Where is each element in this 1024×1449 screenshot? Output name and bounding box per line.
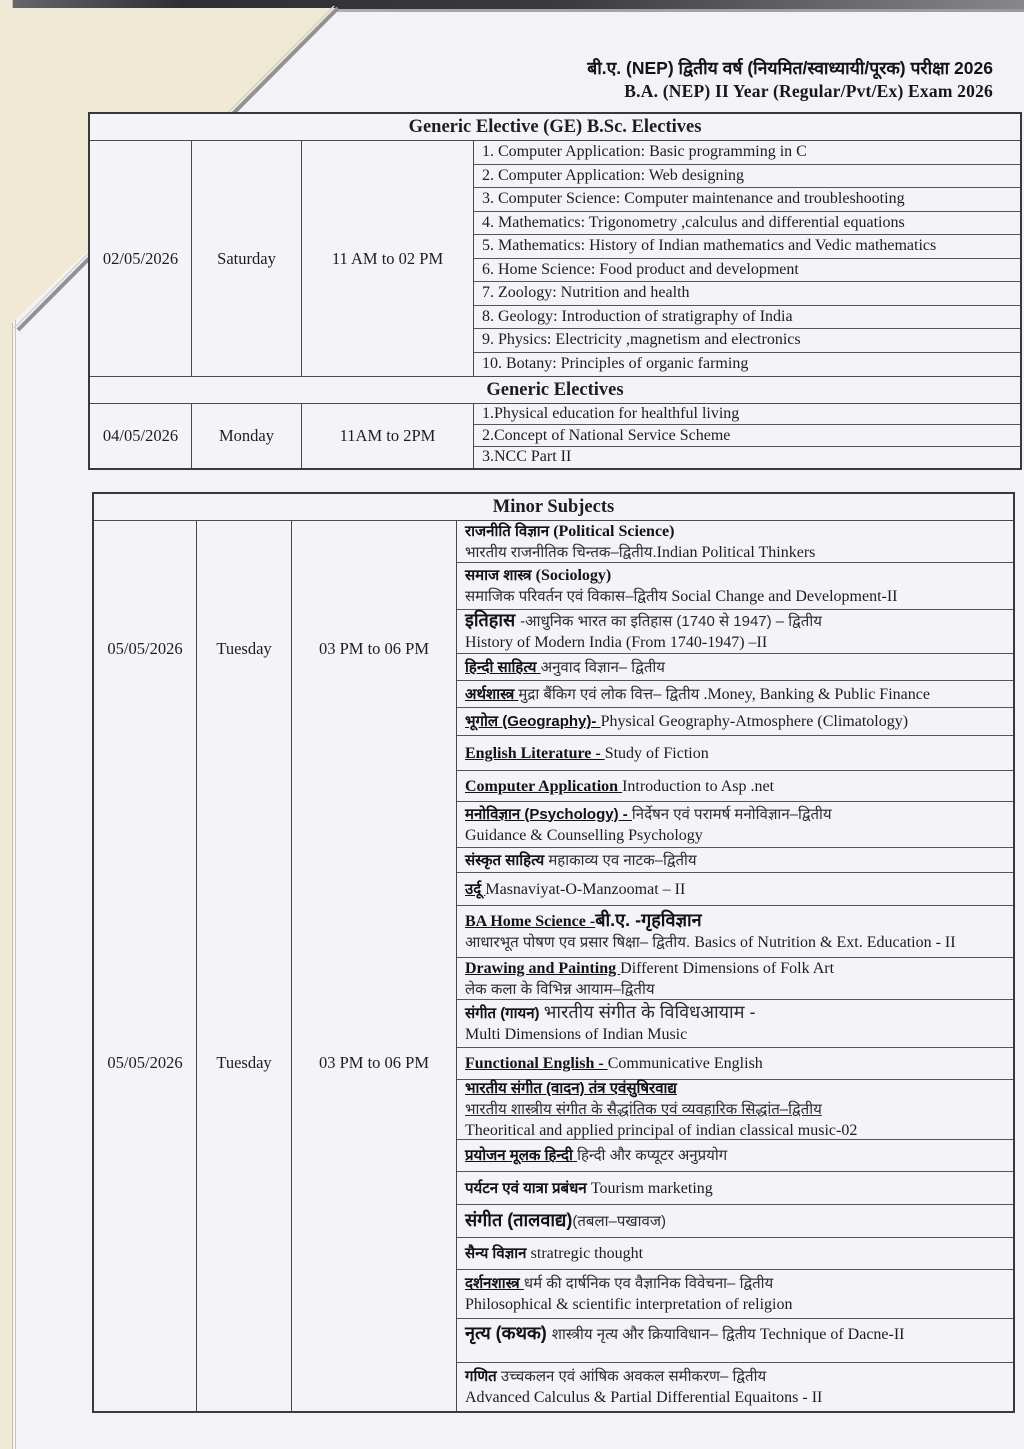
subject-text-line	[465, 1243, 1007, 1264]
ge-subject-row: 4. Mathematics: Trigonometry ,calculus and differential equations	[474, 212, 1020, 236]
subject-text-line	[465, 850, 1007, 871]
subject-text-segment: Theoritical and applied principal of indian classical music-02	[465, 1122, 858, 1139]
minor-subjects-table	[92, 492, 1015, 1413]
subject-text-segment: Masnaviyat-O-Manzoomat – II	[485, 880, 686, 898]
subject-text-segment: -आधुनिक भारत का इतिहास (1740 से 1947) – द्वितीय	[520, 613, 822, 630]
subject-text-line	[465, 910, 1007, 932]
exam-date-cell	[94, 521, 197, 1411]
subject-text-segment: Physical Geography-Atmosphere (Climatology)	[600, 713, 909, 730]
subject-text-segment: उच्चकलन एवं आंषिक अवकल समीकरण– द्वितीय	[500, 1368, 767, 1385]
exam-day-cell	[197, 521, 292, 1411]
subject-text-segment: अनुवाद विज्ञान– द्वितीय	[540, 658, 665, 676]
exam-day: Saturday	[217, 248, 276, 268]
subject-text-segment: Study of Fiction	[604, 744, 709, 762]
exam-time: 11 AM to 02 PM	[331, 248, 444, 268]
subject-text-segment: (Political Science)	[553, 522, 675, 540]
subject-text-segment: Computer Application	[465, 777, 623, 795]
subject-text-segment: भारतीय राजनीतिक चिन्तक–द्वितीय.	[465, 543, 657, 561]
minor-subject-row	[457, 873, 1013, 906]
subject-text-segment: Different Dimensions of Folk Art	[620, 959, 835, 977]
minor-subject-row	[457, 610, 1013, 654]
exam-date-cell	[90, 141, 192, 376]
ge-subject-row: 7. Zoology: Nutrition and health	[474, 282, 1020, 306]
subject-text-segment: निर्देषन एवं परामर्ष मनोविज्ञान–द्वितीय	[631, 805, 832, 823]
subject-text-segment: .Money, Banking & Public Finance	[703, 685, 930, 703]
subject-text-segment: Introduction to Asp .net	[622, 777, 775, 795]
subject-text-segment: समाज शास्त्र	[465, 567, 536, 584]
minor-subject-list	[457, 521, 1013, 1411]
minor-subject-row	[457, 708, 1013, 736]
subject-text-line	[465, 1210, 1007, 1232]
exam-time-cell	[292, 521, 457, 1411]
subject-text-segment: BA Home Science -	[465, 913, 596, 930]
subject-text-segment: Social Change and Development-II	[671, 588, 898, 605]
minor-subject-row	[457, 1140, 1013, 1172]
subject-text-segment: मुद्रा बैंकिग एवं लोक वित्त– द्वितीय	[518, 685, 704, 703]
subject-text-segment: पर्यटन एवं यात्रा प्रबंधन	[465, 1179, 591, 1197]
exam-date: 05/05/2026	[107, 639, 183, 658]
subject-text-line	[465, 825, 1007, 846]
exam-day-cell	[192, 404, 302, 468]
minor-subject-row	[457, 771, 1013, 802]
subject-text-segment: (Sociology)	[535, 567, 612, 584]
minor-subject-row	[457, 521, 1013, 563]
subject-text-line	[465, 743, 1007, 764]
minor-subject-row	[457, 958, 1013, 1000]
subject-text-segment: Tourism marketing	[590, 1179, 713, 1197]
subject-text-segment: धर्म की दार्षनिक एव वैज्ञानिक विवेचना– द्वितीय	[523, 1275, 774, 1292]
subject-text-line	[465, 958, 1007, 979]
exam-date: 02/05/2026	[102, 248, 179, 268]
subject-text-line	[465, 804, 1007, 825]
subject-text-segment: मनोविज्ञान (Psychology) -	[465, 805, 632, 823]
header-title-hindi: बी.ए. (NEP) द्वितीय वर्ष (नियमित/स्वाध्यायी/पूरक) परीक्षा 2026	[587, 58, 993, 78]
ge-subject-row: 3. Computer Science: Computer maintenance and troubleshooting	[474, 188, 1020, 212]
subject-text-segment: भारतीय संगीत के विविधआयाम -	[543, 1002, 756, 1022]
subject-text-segment: Basics of Nutrition & Ext. Education - II	[694, 934, 956, 951]
subject-text-line	[465, 1120, 1007, 1141]
subject-text-segment: भूगोल (Geography)-	[465, 713, 601, 730]
subject-text-segment: आधारभूत पोषण एव प्रसार षिक्षा– द्वितीय.	[465, 934, 695, 951]
minor-subject-row	[457, 1000, 1013, 1048]
exam-day: Tuesday	[216, 639, 272, 658]
subject-text-segment: Technique of Dacne-II	[759, 1326, 905, 1343]
subject-text-segment: Philosophical & scientific interpretation of religion	[465, 1296, 793, 1313]
minor-subject-row	[457, 1205, 1013, 1238]
exam-date-cell	[90, 404, 192, 468]
subject-text-segment: सैन्य विज्ञान	[465, 1245, 531, 1262]
subject-text-line	[465, 521, 1007, 542]
subject-text-segment: हिन्दी और कप्यूटर अनुप्रयोग	[577, 1147, 728, 1164]
subject-text-line	[465, 1002, 1007, 1024]
subject-text-segment: दर्शनशास्त्र	[465, 1275, 524, 1292]
subject-text-segment: प्रयोजन मूलक हिन्दी	[465, 1147, 578, 1164]
minor-subject-row	[457, 1080, 1013, 1140]
subject-text-segment: Indian Political Thinkers	[656, 543, 816, 561]
subject-text-line	[465, 610, 1007, 632]
exam-time: 03 PM to 06 PM	[318, 639, 430, 658]
minor-subject-row	[457, 1270, 1013, 1319]
subject-text-line	[465, 542, 1007, 563]
document-header	[587, 57, 993, 103]
subject-text-segment: संस्कृत साहित्य	[465, 851, 549, 869]
ge-subject-row: 2. Computer Application: Web designing	[474, 165, 1020, 189]
minor-subject-row	[457, 906, 1013, 958]
subject-text-line	[465, 1145, 1007, 1166]
subject-text-segment: शास्त्रीय नृत्य और क्रियाविधान– द्वितीय	[551, 1326, 760, 1343]
subject-text-line	[465, 711, 1007, 732]
subject-text-line	[465, 1366, 1007, 1387]
minor-subject-row	[457, 1238, 1013, 1270]
subject-text-line	[465, 1273, 1007, 1294]
exam-time: 03 PM to 06 PM	[318, 1053, 430, 1072]
generic-elective-subject-row: 2.Concept of National Service Scheme	[474, 425, 1020, 446]
subject-text-line	[465, 979, 1007, 1000]
subject-text-line	[465, 1178, 1007, 1199]
ge-subject-row: 1. Computer Application: Basic programming in C	[474, 141, 1020, 165]
exam-date: 05/05/2026	[107, 1053, 183, 1072]
scan-left-edge-line	[15, 300, 16, 1449]
subject-text-line	[465, 879, 1007, 900]
exam-day: Monday	[219, 426, 274, 446]
ge-bsc-electives-title: Generic Elective (GE) B.Sc. Electives	[90, 114, 1020, 141]
subject-text-segment: गणित	[465, 1368, 501, 1385]
generic-elective-subject-row: 3.NCC Part II	[482, 448, 572, 466]
subject-text-segment: नृत्य (कथक)	[465, 1323, 552, 1343]
ge-subject-row: 9. Physics: Electricity ,magnetism and electronics	[474, 329, 1020, 353]
exam-time-cell	[302, 404, 474, 468]
subject-text-segment: अर्थशास्त्र	[465, 685, 519, 703]
subject-text-line	[465, 684, 1007, 705]
subject-text-line	[465, 1053, 1007, 1074]
subject-text-line	[465, 565, 1007, 586]
subject-text-segment: stratregic thought	[530, 1245, 644, 1262]
subject-text-segment: इतिहास	[465, 610, 521, 630]
generic-electives-body	[90, 404, 1020, 468]
minor-subject-row	[457, 681, 1013, 708]
ge-subject-list	[474, 141, 1020, 376]
generic-electives-title: Generic Electives	[90, 377, 1020, 404]
subject-text-segment: (तबला–पखावज)	[572, 1213, 667, 1230]
exam-day: Tuesday	[216, 1053, 272, 1072]
exam-time: 11AM to 2PM	[339, 426, 436, 446]
subject-text-segment: लेक कला के विभिन्न आयाम–द्वितीय	[465, 980, 655, 998]
minor-subjects-title: Minor Subjects	[94, 494, 1013, 521]
minor-subjects-body	[94, 521, 1013, 1411]
minor-subject-row	[457, 563, 1013, 610]
subject-text-line	[465, 932, 1007, 953]
subject-text-segment: Functional English -	[465, 1055, 608, 1072]
subject-text-line	[465, 776, 1007, 797]
subject-text-segment: संगीत (गायन)	[465, 1005, 544, 1022]
generic-elective-subject-row: 1.Physical education for healthful living	[474, 404, 1020, 425]
subject-text-line	[465, 1323, 1007, 1345]
minor-subject-row	[457, 736, 1013, 771]
minor-subject-row	[457, 1319, 1013, 1363]
ge-subject-row: 10. Botany: Principles of organic farming	[482, 355, 749, 373]
minor-subject-row	[457, 1363, 1013, 1411]
subject-text-segment: भारतीय संगीत (वादन) तंत्र एवंसुषिरवाद्य	[465, 1080, 677, 1097]
subject-text-line	[465, 586, 1007, 607]
subject-text-segment: हिन्दी साहित्य	[465, 658, 541, 676]
exam-day-cell	[192, 141, 302, 376]
generic-electives-subject-list	[474, 404, 1020, 468]
subject-text-segment: Multi Dimensions of Indian Music	[465, 1026, 688, 1043]
ge-subject-row: 8. Geology: Introduction of stratigraphy of India	[474, 306, 1020, 330]
subject-text-segment: महाकाव्य एव नाटक–द्वितीय	[548, 851, 697, 869]
minor-subject-row	[457, 802, 1013, 848]
ge-bsc-electives-body	[90, 141, 1020, 377]
subject-text-segment: English Literature -	[465, 744, 605, 762]
generic-elective-table	[88, 112, 1022, 470]
subject-text-segment: History of Modern India (From 1740-1947) –II	[465, 634, 768, 651]
header-title-english: B.A. (NEP) II Year (Regular/Pvt/Ex) Exam 2026	[624, 81, 993, 101]
minor-subject-row	[457, 848, 1013, 873]
minor-subject-row	[457, 1048, 1013, 1080]
exam-time-cell	[302, 141, 474, 376]
subject-text-segment: Communicative English	[607, 1055, 763, 1072]
subject-text-line	[465, 1387, 1007, 1408]
subject-text-line	[465, 1078, 1007, 1099]
subject-text-line	[465, 632, 1007, 653]
subject-text-line	[465, 1024, 1007, 1045]
exam-date: 04/05/2026	[102, 426, 179, 446]
subject-text-line	[465, 1294, 1007, 1315]
subject-text-segment: भारतीय शास्त्रीय संगीत के सैद्धांतिक एवं व्यवहारिक सिद्धांत–द्वितीय	[465, 1101, 822, 1118]
subject-text-segment: Drawing and Painting	[465, 959, 621, 977]
minor-subject-row	[457, 654, 1013, 681]
subject-text-line	[465, 1099, 1007, 1120]
subject-text-segment: Advanced Calculus & Partial Differential Equaitons - II	[465, 1389, 823, 1406]
subject-text-segment: राजनीति विज्ञान	[465, 522, 554, 540]
ge-subject-row: 5. Mathematics: History of Indian mathematics and Vedic mathematics	[474, 235, 1020, 259]
subject-text-segment: संगीत (तालवाद्य)	[465, 1210, 573, 1230]
ge-subject-row: 6. Home Science: Food product and development	[474, 259, 1020, 283]
subject-text-line	[465, 657, 1007, 678]
subject-text-segment: समाजिक परिवर्तन एवं विकास–द्वितीय	[465, 588, 672, 605]
minor-subject-row	[457, 1172, 1013, 1205]
subject-text-segment: बी.ए. -गृहविज्ञान	[595, 910, 702, 930]
subject-text-segment: Guidance & Counselling Psychology	[465, 826, 703, 844]
subject-text-segment: उर्दू	[465, 880, 486, 898]
